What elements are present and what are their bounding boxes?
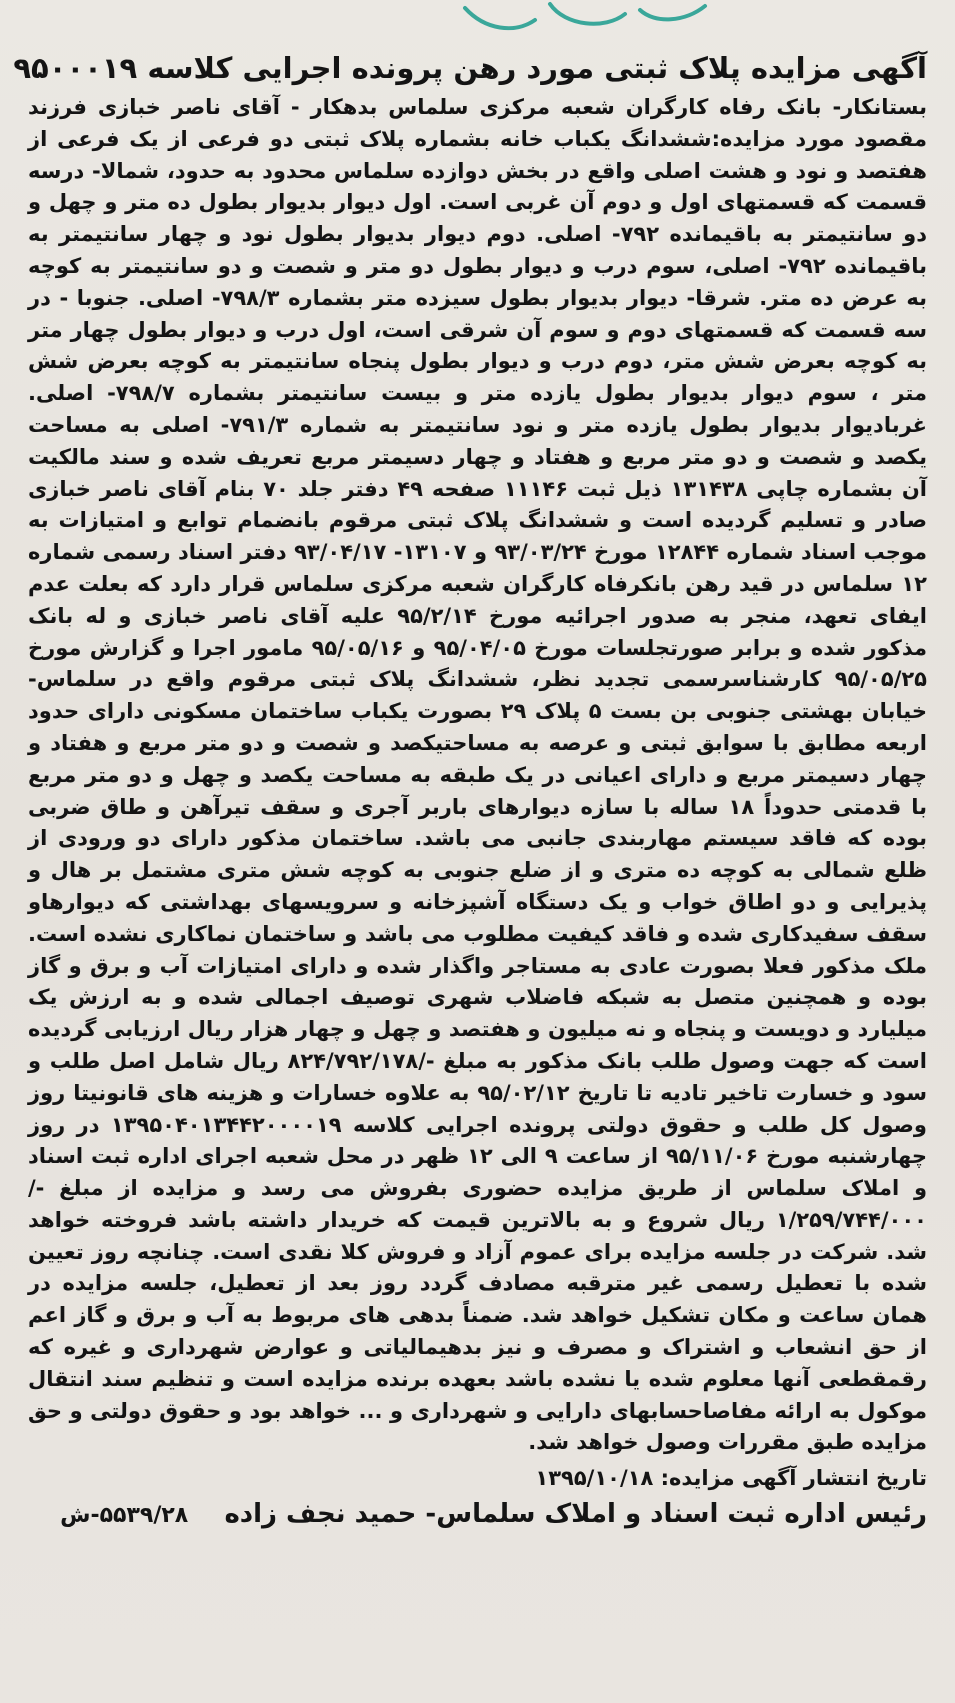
publication-date: تاریخ انتشار آگهی مزایده: ۱۳۹۵/۱۰/۱۸ bbox=[535, 1466, 927, 1491]
signature-text: رئیس اداره ثبت اسناد و املاک سلماس- حمید نجف زاده bbox=[224, 1499, 927, 1530]
handwritten-mark bbox=[455, 0, 715, 40]
auction-notice bbox=[13, 48, 928, 1535]
notice-title: آگهی مزایده پلاک ثبتی مورد رهن پرونده اجرایی کلاسه ۹۵۰۰۰۱۹ bbox=[13, 51, 927, 85]
notice-code: ۵۵۳۹/۲۸-ش bbox=[60, 1503, 189, 1529]
signature-line bbox=[28, 1495, 927, 1535]
notice-body: بستانکار- بانک رفاه کارگران شعبه مرکزی سلماس بدهکار - آقای ناصر خبازی فرزند مقصود مورد مزایده:ششدانگ یکباب خانه بشماره پلاک ثبتی دو فرعی از یک فرعی از هفتصد و نود و هشت اصلی واقع در بخش دوازده سلماس محدود به حدود، شمالا- درسه قسمت که قسمتهای اول و دوم آن غربی است. اول دیوار بدیوار بطول ده متر و چهل و دو سانتیمتر به باقیمانده ۷۹۲- اصلی. دوم دیوار بدیوار بطول نود و چهار سانتیمتر به باقیمانده ۷۹۲- اصلی، سوم درب و دیوار بطول دو متر و شصت و دو سانتیمتر به کوچه به عرض ده متر. شرقا- دیوار بدیوار بطول سیزده متر بشماره ۷۹۸/۳- اصلی. جنوبا - در سه قسمت که قسمتهای دوم و سوم آن شرقی است، اول درب و دیوار بطول چهار متر به کوچه بعرض شش متر، دوم درب و دیوار بطول پنجاه سانتیمتر به کوچه بعرض شش متر ، سوم دیوار بدیوار بطول یازده متر و بیست سانتیمتر بشماره ۷۹۸/۷- اصلی. غربادیوار بدیوار بطول یازده متر و نود سانتیمتر به شماره ۷۹۱/۳- اصلی به مساحت یکصد و شصت و دو متر مربع و هفتاد و چهار دسیمتر مربع تعریف شده و سند مالکیت آن بشماره چاپی ۱۳۱۴۳۸ ذیل ثبت ۱۱۱۴۶ صفحه ۴۹ دفتر جلد ۷۰ بنام آقای ناصر خبازی صادر و تسلیم گردیده است و ششدانگ پلاک ثبتی مرقوم بانضمام توابع و امتیازات به موجب اسناد شماره ۱۲۸۴۴ مورخ ۹۳/۰۳/۲۴ و ۱۳۱۰۷- ۹۳/۰۴/۱۷ دفتر اسناد رسمی شماره ۱۲ سلماس در قید رهن بانکرفاه کارگران شعبه مرکزی سلماس قرار دارد که بعلت عدم ایفای تعهد، منجر به صدور اجرائیه مورخ ۹۵/۲/۱۴ علیه آقای ناصر خبازی و له بانک مذکور شده و برابر صورتجلسات مورخ ۹۵/۰۴/۰۵ و ۹۵/۰۵/۱۶ مامور اجرا و گزارش مورخ ۹۵/۰۵/۲۵ کارشناسرسمی تجدید نظر، ششدانگ پلاک ثبتی مرقوم واقع در سلماس- خیابان بهشتی جنوبی بن بست ۵ پلاک ۲۹ بصورت یکباب ساختمان مسکونی دارای حدود اربعه مطابق با سوابق ثبتی و عرصه به مساحتیکصد و شصت و دو متر مربع و هفتاد و چهار دسیمتر مربع و دارای اعیانی در یک طبقه به مساحت یکصد و چهل و دو متر مربع با قدمتی حدوداً ۱۸ ساله با سازه دیوارهای باربر آجری و سقف تیرآهن و طاق ضربی بوده که فاقد سیستم مهاربندی جانبی می باشد. ساختمان مذکور دارای دو ورودی از ظلع شمالی به کوچه ده متری و از ضلع جنوبی به کوچه شش متری مشتمل بر هال و پذیرایی و دو اطاق خواب و یک دستگاه آشپزخانه و سرویسهای بهداشتی که دیوارهاو سقف سفیدکاری شده و فاقد کیفیت مطلوب می باشد و ساختمان نماکاری نشده است. ملک مذکور فعلا بصورت عادی به مستاجر واگذار شده و دارای امتیازات آب و برق و گاز بوده و همچنین متصل به شبکه فاضلاب شهری توصیف اجمالی شده و به ارزش یک میلیارد و دویست و پنجاه و نه میلیون و هفتصد و چهل و چهار هزار ریال ارزیابی گردیده است که جهت وصول طلب بانک مذکور به مبلغ -/۸۲۴/۷۹۲/۱۷۸ ریال شامل اصل طلب و سود و خسارت تاخیر تادیه تا تاریخ ۹۵/۰۲/۱۲ به علاوه خسارات و هزینه های قانونیتا روز وصول کل طلب و حقوق دولتی پرونده اجرایی کلاسه ۱۳۹۵۰۴۰۱۳۴۴۲۰۰۰۰۱۹ در روز چهارشنبه مورخ ۹۵/۱۱/۰۶ از ساعت ۹ الی ۱۲ ظهر در محل شعبه اجرای اداره ثبت اسناد و املاک سلماس از طریق مزایده حضوری بفروش می رسد و مزایده از مبلغ -/۱/۲۵۹/۷۴۴/۰۰۰ ریال شروع و به بالاترین قیمت که خریدار داشته باشد فروخته خواهد شد. شرکت در جلسه مزایده برای عموم آزاد و فروش کلا نقدی است. چنانچه روز تعیین شده با تعطیل رسمی غیر مترقبه مصادف گردد روز بعد از تعطیل، جلسه مزایده در همان ساعت و مکان تشکیل خواهد شد. ضمناً بدهی های مربوط به آب و برق و گاز اعم از حق انشعاب و اشتراک و مصرف و نیز بدهیمالیاتی و عوارض شهرداری و غیره که رقمقطعی آنها معلوم شده یا نشده باشد بعهده برنده مزایده است و تنظیم سند انتقال موکول به ارائه مفاصاحسابهای دارایی و شهرداری و ... خواهد بود و حقوق دولتی و حق مزایده طبق مقررات وصول خواهد شد. bbox=[28, 95, 928, 1455]
